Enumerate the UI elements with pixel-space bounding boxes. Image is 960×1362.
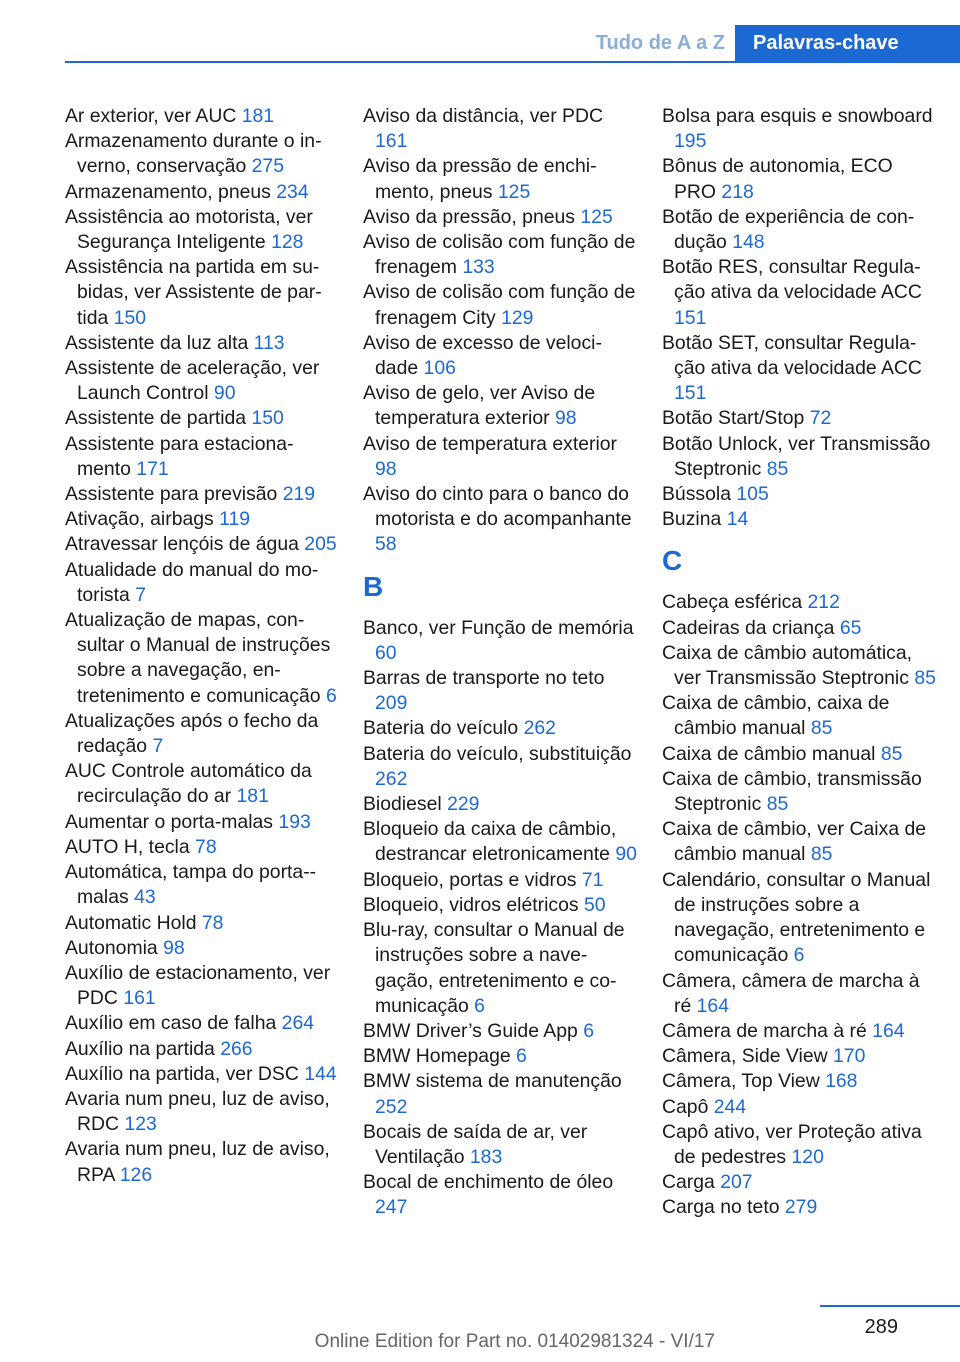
index-entry-term: Bloqueio da caixa de câmbio, destrancar eletronicamente <box>363 818 617 866</box>
index-letter-heading: C <box>662 545 683 577</box>
index-entry-term: Atualização de mapas, consultar o Manual de instruções sobre a navegação, entretenimento e comunicação <box>65 609 331 707</box>
index-entry-term: Caixa de câmbio automática, ver Transmissão Steptronic <box>662 641 915 690</box>
index-entry-term: Biodiesel <box>363 793 448 816</box>
index-entry-page-link[interactable]: 264 <box>281 1012 315 1035</box>
index-entry <box>65 180 340 205</box>
index-entry-page-link[interactable]: 14 <box>726 508 749 531</box>
index-entry-term: Capô ativo, ver Proteção ativa de pedestres <box>662 1120 922 1168</box>
index-entry-term: Auxílio na partida <box>65 1037 221 1060</box>
index-entry-term: Assistente de partida <box>65 407 252 430</box>
index-column-2 <box>363 104 638 1221</box>
index-entry-page-link[interactable]: 128 <box>271 231 304 254</box>
index-entry-page-link[interactable]: 209 <box>375 692 408 715</box>
index-entry-term: Avaria num pneu, luz de aviso, RPA <box>65 1138 330 1186</box>
index-entry-term: Barras de transporte no teto <box>363 667 605 690</box>
index-entry-page-link[interactable]: 252 <box>375 1095 408 1118</box>
index-entry-term: Câmera, Side View <box>662 1045 834 1068</box>
index-entry-term: Botão SET, consultar Regulação ativa da velocidade ACC <box>662 331 922 380</box>
index-entry-term: Aviso de colisão com função de frenagem <box>363 231 636 279</box>
index-entry <box>65 356 340 406</box>
index-entry-page-link[interactable]: 6 <box>474 994 485 1017</box>
index-entry-page-link[interactable]: 78 <box>195 835 217 858</box>
index-entry-page-link[interactable]: 78 <box>201 911 224 934</box>
index-entry <box>662 1170 937 1195</box>
index-entry-page-link[interactable]: 205 <box>304 533 337 556</box>
index-entry <box>65 1011 340 1036</box>
index-entry-page-link[interactable]: 181 <box>241 105 275 127</box>
index-entry <box>65 331 340 356</box>
index-entry-page-link[interactable]: 85 <box>810 843 833 866</box>
index-entry-page-link[interactable]: 85 <box>766 793 789 816</box>
index-entry-page-link[interactable]: 144 <box>304 1062 337 1085</box>
index-entry-term: Assistente da luz alta <box>65 331 254 354</box>
page-header <box>0 25 960 62</box>
index-entry-term: Atualizações após o fecho da redação <box>65 709 319 758</box>
index-entry-page-link[interactable]: 85 <box>914 667 936 690</box>
index-entry-page-link[interactable]: 247 <box>375 1196 408 1219</box>
index-entry-page-link[interactable]: 106 <box>423 357 456 380</box>
index-entry-page-link[interactable]: 148 <box>732 231 765 254</box>
index-entry-term: Assistência ao motorista, ver Segurança Inteligente <box>65 205 313 254</box>
index-entry <box>662 104 937 154</box>
index-entry-term: Bateria do veículo, substituição <box>363 742 632 765</box>
index-entry <box>65 860 340 910</box>
index-entry-page-link[interactable]: 58 <box>375 533 397 556</box>
index-entry-page-link[interactable]: 207 <box>720 1171 753 1194</box>
index-entry-page-link[interactable]: 71 <box>581 868 604 891</box>
index-entry <box>662 969 937 1019</box>
index-entry-term: Bônus de autonomia, ECO PRO <box>662 155 893 203</box>
index-entry <box>662 255 937 331</box>
index-entry-page-link[interactable]: 181 <box>236 785 269 808</box>
index-entry <box>65 608 340 709</box>
index-entry-page-link[interactable]: 85 <box>880 742 903 765</box>
index-entry <box>363 1120 638 1170</box>
index-entry-page-link[interactable]: 123 <box>124 1113 157 1136</box>
index-entry-page-link[interactable]: 151 <box>674 306 707 329</box>
index-entry-page-link[interactable]: 170 <box>833 1045 866 1068</box>
index-entry <box>363 381 638 431</box>
index-entry <box>65 507 340 532</box>
index-entry-term: Auxílio na partida, ver DSC <box>65 1062 305 1085</box>
index-entry-page-link[interactable]: 98 <box>375 457 397 480</box>
index-entry-term: Autonomia <box>65 936 164 959</box>
index-entry <box>662 331 937 407</box>
index-entry-term: Ativação, airbags <box>65 508 220 531</box>
index-entry-page-link[interactable]: 133 <box>462 256 495 279</box>
index-entry-term: Bolsa para esquis e snowboard <box>662 105 933 127</box>
index-entry-term: Bloqueio, vidros elétricos <box>363 893 584 916</box>
index-entry-term: Caixa de câmbio, transmissão Steptronic <box>662 767 922 816</box>
index-entry <box>363 817 638 867</box>
index-entry-term: Calendário, consultar o Manual de instruções sobre a navegação, entretenimento e comunicação <box>662 868 931 967</box>
index-entry <box>65 205 340 255</box>
index-entry-page-link[interactable]: 262 <box>523 717 556 740</box>
index-entry-term: Armazenamento, pneus <box>65 180 277 203</box>
index-entry-term: Assistente de aceleração, ver Launch Control <box>65 357 320 405</box>
index-entry <box>65 255 340 331</box>
index-entry-page-link[interactable]: 195 <box>674 130 707 153</box>
index-letter-heading: B <box>363 570 384 602</box>
index-entry-term: Assistente para estacionamento <box>65 432 294 480</box>
index-entry-page-link[interactable]: 119 <box>219 508 251 531</box>
index-entry <box>363 104 638 154</box>
index-entry-term: Caixa de câmbio, caixa de câmbio manual <box>662 692 890 740</box>
index-entry-term: Assistência na partida em subidas, ver Assistente de partida <box>65 256 322 329</box>
index-entry-term: BMW Homepage <box>363 1045 517 1068</box>
index-entry-term: Caixa de câmbio, ver Caixa de câmbio manual <box>662 818 927 866</box>
index-entry <box>662 1120 937 1170</box>
index-entry <box>363 482 638 558</box>
index-column-1 <box>65 104 340 1188</box>
index-entry-page-link[interactable]: 164 <box>872 1019 905 1042</box>
index-entry-page-link[interactable]: 7 <box>152 735 164 758</box>
index-entry-term: Aviso de excesso de velocidade <box>363 331 602 380</box>
index-entry-term: Banco, ver Função de memória <box>363 616 634 639</box>
index-entry <box>662 817 937 867</box>
index-entry-page-link[interactable]: 105 <box>736 483 769 506</box>
index-entry <box>662 868 937 969</box>
index-entry-page-link[interactable]: 193 <box>278 810 311 833</box>
index-entry <box>662 616 937 641</box>
index-entry-term: Aviso da distância, ver PDC <box>363 105 603 127</box>
index-entry <box>662 590 937 615</box>
section-label: Tudo de A a Z <box>595 32 725 54</box>
index-entry <box>363 616 638 666</box>
index-entry-page-link[interactable]: 6 <box>793 944 805 967</box>
index-entry <box>363 432 638 482</box>
index-entry-term: Carga no teto <box>662 1196 785 1219</box>
index-entry <box>363 154 638 204</box>
index-entry-page-link[interactable]: 65 <box>839 616 862 639</box>
index-entry <box>363 230 638 280</box>
index-entry-term: BMW Driver’s Guide App <box>363 1019 584 1042</box>
index-entry <box>662 641 937 691</box>
index-entry-term: Avaria num pneu, luz de aviso, RDC <box>65 1087 330 1136</box>
index-entry <box>363 716 638 741</box>
page-number: 289 <box>864 1316 898 1338</box>
index-entry <box>662 482 937 507</box>
index-entry-page-link[interactable]: 85 <box>810 717 833 740</box>
index-entry-term: Bloqueio, portas e vidros <box>363 868 582 891</box>
index-entry-term: Assistente para previsão <box>65 483 283 506</box>
index-entry-term: Bateria do veículo <box>363 717 524 740</box>
index-entry <box>363 1044 638 1069</box>
index-entry-page-link[interactable]: 234 <box>276 180 309 203</box>
index-entry <box>65 911 340 936</box>
index-entry-term: Câmera de marcha à ré <box>662 1019 873 1042</box>
index-entry <box>65 1062 340 1087</box>
index-entry-page-link[interactable]: 229 <box>447 793 480 816</box>
index-entry-page-link[interactable]: 60 <box>375 641 397 664</box>
index-entry-page-link[interactable]: 218 <box>721 180 754 203</box>
index-entry-page-link[interactable]: 266 <box>220 1037 253 1060</box>
index-entry-page-link[interactable]: 151 <box>674 382 707 405</box>
index-entry-page-link[interactable]: 168 <box>825 1070 858 1093</box>
index-entry-page-link[interactable]: 125 <box>580 205 613 228</box>
index-entry-term: Bússola <box>662 483 737 506</box>
index-entry-term: Bocal de enchimento de óleo <box>363 1171 614 1194</box>
index-entry-page-link[interactable]: 6 <box>516 1045 527 1068</box>
index-entry <box>662 1095 937 1120</box>
index-entry <box>65 709 340 759</box>
index-entry-page-link[interactable]: 6 <box>583 1019 594 1042</box>
index-entry-page-link[interactable]: 212 <box>807 591 840 614</box>
index-entry-term: Atravessar lençóis de água <box>65 533 305 556</box>
index-entry-page-link[interactable]: 113 <box>253 331 285 354</box>
index-entry-term: Carga <box>662 1171 721 1194</box>
index-entry <box>363 918 638 1019</box>
index-entry-term: Botão RES, consultar Regulação ativa da velocidade ACC <box>662 256 922 304</box>
index-entry <box>65 936 340 961</box>
index-entry-page-link[interactable]: 219 <box>282 483 316 506</box>
index-entry-term: Aumentar o porta-malas <box>65 810 279 833</box>
index-entry-page-link[interactable]: 126 <box>119 1163 153 1186</box>
index-entry-term: Aviso da pressão de enchimento, pneus <box>363 155 597 203</box>
index-entry <box>662 205 937 255</box>
index-entry <box>363 666 638 716</box>
index-entry-term: AUTO H, tecla <box>65 835 196 858</box>
chapter-tab: Palavras-chave <box>735 25 960 61</box>
index-entry <box>363 331 638 381</box>
index-entry-term: BMW sistema de manutenção <box>363 1070 622 1093</box>
index-entry <box>662 691 937 741</box>
index-entry-term: Aviso de temperatura exterior <box>363 432 618 455</box>
index-entry-page-link[interactable]: 72 <box>809 407 832 430</box>
index-entry-term: Bocais de saída de ar, ver Ventilação <box>363 1120 588 1168</box>
index-entry <box>65 558 340 608</box>
index-entry <box>65 129 340 179</box>
index-entry-term: Botão de experiência de condução <box>662 205 915 254</box>
index-entry <box>65 432 340 482</box>
index-entry-page-link[interactable]: 150 <box>113 306 147 329</box>
index-column-3 <box>662 104 937 1221</box>
index-entry-page-link[interactable]: 120 <box>791 1145 824 1168</box>
index-entry <box>65 1137 340 1187</box>
index-entry-page-link[interactable]: 275 <box>251 155 284 178</box>
index-entry-page-link[interactable]: 244 <box>713 1095 747 1118</box>
index-entry-term: Botão Start/Stop <box>662 407 810 430</box>
index-entry <box>65 406 340 431</box>
index-entry-term: Câmera, Top View <box>662 1070 826 1093</box>
index-entry-page-link[interactable]: 90 <box>615 843 637 866</box>
index-entry <box>363 1069 638 1119</box>
index-entry-term: Buzina <box>662 508 727 531</box>
footer-rule <box>820 1305 960 1307</box>
index-entry-term: Armazenamento durante o inverno, conservação <box>65 130 322 178</box>
index-entry <box>363 205 638 230</box>
index-entry-term: Ar exterior, ver AUC <box>65 105 242 127</box>
index-entry-page-link[interactable]: 279 <box>784 1196 818 1219</box>
edition-note: Online Edition for Part no. 01402981324 - VI/17 <box>314 1331 715 1352</box>
index-entry-term: Capô <box>662 1095 714 1118</box>
index-entry <box>363 1170 638 1220</box>
index-entry <box>363 280 638 330</box>
index-entry-page-link[interactable]: 90 <box>213 382 236 405</box>
index-entry-term: AUC Controle automático da recirculação do ar <box>65 760 312 808</box>
index-entry <box>65 759 340 809</box>
index-entry-page-link[interactable]: 43 <box>134 886 156 909</box>
index-entry <box>662 1195 937 1220</box>
index-entry-page-link[interactable]: 85 <box>766 457 789 480</box>
index-entry-page-link[interactable]: 262 <box>375 767 408 790</box>
index-entry <box>662 1069 937 1094</box>
index-entry <box>363 868 638 893</box>
index-entry-page-link[interactable]: 125 <box>497 180 531 203</box>
index-entry <box>662 1044 937 1069</box>
index-entry <box>65 1087 340 1137</box>
index-entry-page-link[interactable]: 150 <box>251 407 284 430</box>
index-entry <box>662 432 937 482</box>
index-entry-term: Atualidade do manual do motorista <box>65 558 319 606</box>
index-entry-term: Caixa de câmbio manual <box>662 742 881 765</box>
index-entry <box>662 406 937 431</box>
index-entry-page-link[interactable]: 161 <box>375 130 408 153</box>
index-entry-term: Blu-ray, consultar o Manual de instruções sobre a navegação, entretenimento e comunicação <box>363 919 625 1017</box>
index-entry-term: Botão Unlock, ver Transmissão Steptronic <box>662 432 931 480</box>
index-entry-term: Cabeça esférica <box>662 591 808 614</box>
index-entry <box>662 507 937 532</box>
index-entry-term: Aviso de gelo, ver Aviso de temperatura exterior <box>363 382 596 430</box>
index-entry <box>363 792 638 817</box>
index-entry <box>65 1037 340 1062</box>
index-entry-term: Aviso de colisão com função de frenagem City <box>363 281 636 329</box>
index-entry-page-link[interactable]: 50 <box>583 893 606 916</box>
index-entry <box>65 482 340 507</box>
index-entry <box>363 742 638 792</box>
index-entry <box>662 1019 937 1044</box>
index-entry <box>363 893 638 918</box>
header-rule <box>65 61 960 63</box>
index-entry-page-link[interactable]: 183 <box>469 1145 503 1168</box>
index-entry <box>65 810 340 835</box>
index-entry-term: Automatic Hold <box>65 911 202 934</box>
index-entry <box>65 104 340 129</box>
index-entry <box>363 1019 638 1044</box>
index-entry-page-link[interactable]: 171 <box>136 457 169 480</box>
index-entry-page-link[interactable]: 98 <box>554 407 577 430</box>
index-entry <box>65 961 340 1011</box>
index-entry-term: Aviso da pressão, pneus <box>363 205 581 228</box>
index-entry-page-link[interactable]: 129 <box>501 306 534 329</box>
index-entry-page-link[interactable]: 98 <box>163 936 185 959</box>
index-entry-term: Auxílio de estacionamento, ver PDC <box>65 961 331 1010</box>
index-entry-page-link[interactable]: 6 <box>325 684 337 707</box>
index-entry <box>65 532 340 557</box>
index-entry-page-link[interactable]: 164 <box>696 994 729 1017</box>
index-entry <box>65 835 340 860</box>
index-entry <box>662 767 937 817</box>
index-entry-term: Cadeiras da criança <box>662 616 840 639</box>
index-entry-term: Aviso do cinto para o banco do motorista e do acompanhante <box>363 483 632 531</box>
index-entry-page-link[interactable]: 161 <box>123 987 156 1010</box>
index-entry-term: Auxílio em caso de falha <box>65 1012 282 1035</box>
index-entry <box>662 154 937 204</box>
index-entry-page-link[interactable]: 7 <box>135 583 146 606</box>
index-entry-term: Automática, tampa do porta-malas <box>65 861 317 909</box>
index-entry-term: Câmera, câmera de marcha à ré <box>662 969 920 1017</box>
index-entry <box>662 742 937 767</box>
